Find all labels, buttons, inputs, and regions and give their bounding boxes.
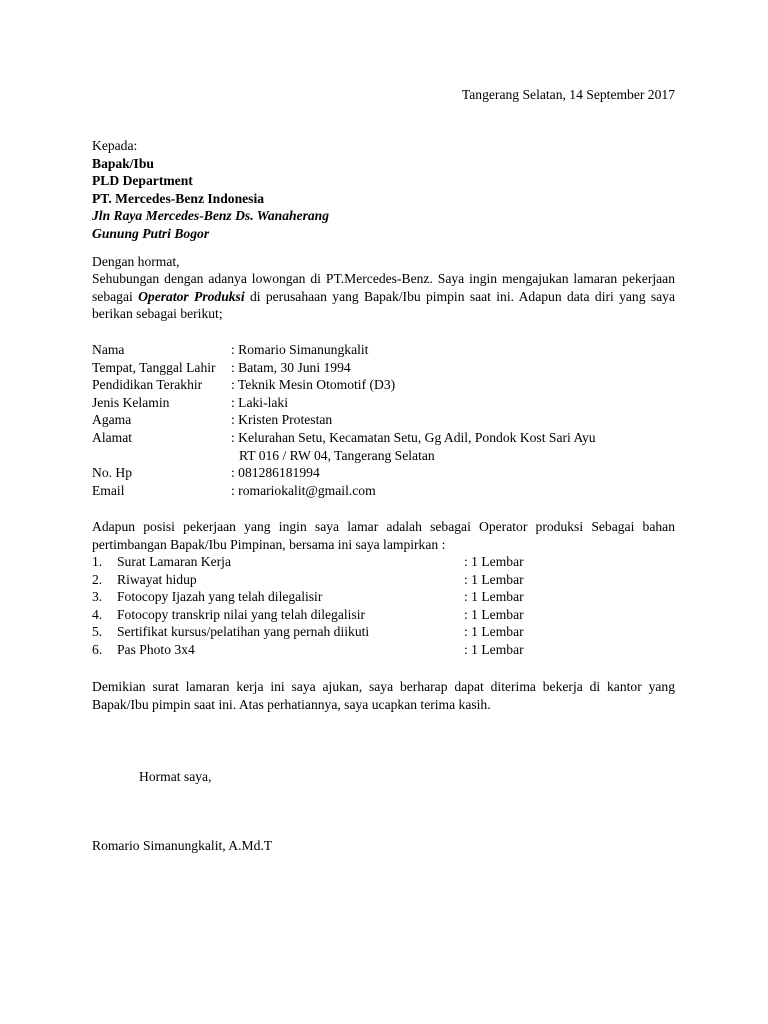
- attachment-list: [92, 553, 675, 659]
- data-label: Nama: [92, 342, 125, 357]
- recipient-department: PLD Department: [92, 173, 193, 189]
- data-label: Agama: [92, 412, 132, 428]
- item-number: 2.: [92, 571, 103, 587]
- item-name: Fotocopy Ijazah yang telah dilegalisir: [117, 589, 323, 605]
- attachment-paragraph: Adapun posisi pekerjaan yang ingin saya lamar adalah sebagai Operator produksi Sebagai bahan pertimbangan Bapak/Ibu Pimpinan, bersama ini saya lampirkan :: [92, 519, 675, 552]
- data-row-birth: [92, 359, 596, 377]
- item-name: Riwayat hidup: [117, 571, 197, 587]
- intro-paragraph: [92, 270, 675, 323]
- item-name: Pas Photo 3x4: [117, 641, 195, 657]
- list-item: [92, 553, 675, 571]
- data-row-address: [92, 429, 596, 447]
- intro-text-after: di perusahaan yang Bapak/Ibu pimpin saat ini. Adapun data diri yang saya berikan sebagai berikut;: [92, 288, 676, 322]
- data-value: : Laki-laki: [231, 394, 288, 410]
- item-quantity: : 1 Lembar: [464, 571, 524, 587]
- data-row-religion: [92, 411, 596, 429]
- intro-text-before: Sehubungan dengan adanya lowongan di PT.Mercedes-Benz. Saya ingin mengajukan lamaran pekerjaan sebagai: [92, 271, 675, 304]
- data-label: Alamat: [92, 429, 133, 445]
- recipient-address-line2: Gunung Putri Bogor: [92, 225, 210, 241]
- recipient-company: PT. Mercedes-Benz Indonesia: [92, 190, 265, 206]
- data-value: : Teknik Mesin Otomotif (D3): [231, 377, 396, 393]
- closing-salutation: Hormat saya,: [139, 769, 212, 784]
- data-value: : Kristen Protestan: [231, 412, 333, 428]
- item-number: 3.: [92, 589, 103, 605]
- data-label: Tempat, Tanggal Lahir: [92, 359, 216, 375]
- list-item: [92, 641, 675, 659]
- greeting: Dengan hormat,: [92, 254, 180, 269]
- data-value: : Kelurahan Setu, Kecamatan Setu, Gg Adil, Pondok Kost Sari Ayu: [231, 429, 596, 445]
- data-value: : romariokalit@gmail.com: [231, 482, 376, 498]
- list-item: [92, 623, 675, 641]
- data-value: : Romario Simanungkalit: [231, 342, 369, 357]
- data-value: : 081286181994: [231, 465, 320, 481]
- item-name: Sertifikat kursus/pelatihan yang pernah diikuti: [117, 624, 370, 640]
- recipient-address-line1: Jln Raya Mercedes-Benz Ds. Wanaherang: [92, 208, 330, 224]
- data-label: Jenis Kelamin: [92, 394, 170, 410]
- recipient-name: Bapak/Ibu: [92, 155, 154, 171]
- item-number: 5.: [92, 624, 103, 640]
- recipient-intro: Kepada:: [92, 138, 138, 153]
- item-quantity: : 1 Lembar: [464, 606, 524, 622]
- list-item: [92, 606, 675, 624]
- data-label: No. Hp: [92, 465, 133, 481]
- list-item: [92, 588, 675, 606]
- item-name: Fotocopy transkrip nilai yang telah dilegalisir: [117, 606, 366, 622]
- data-label: Email: [92, 482, 125, 498]
- data-row-education: [92, 376, 596, 394]
- item-quantity: : 1 Lembar: [464, 624, 524, 640]
- data-label: Pendidikan Terakhir: [92, 377, 203, 393]
- address-line2: RT 016 / RW 04, Tangerang Selatan: [239, 447, 435, 463]
- list-item: [92, 571, 675, 589]
- item-number: 6.: [92, 641, 103, 657]
- data-row-name: [92, 341, 596, 359]
- data-value: : Batam, 30 Juni 1994: [231, 359, 351, 375]
- letter-date: Tangerang Selatan, 14 September 2017: [461, 87, 675, 102]
- item-quantity: : 1 Lembar: [464, 589, 524, 605]
- item-number: 4.: [92, 606, 103, 622]
- personal-data: [92, 341, 596, 499]
- item-number: 1.: [92, 554, 103, 569]
- recipient-block: [92, 137, 329, 243]
- item-quantity: : 1 Lembar: [464, 641, 524, 657]
- item-name: Surat Lamaran Kerja: [117, 554, 231, 569]
- item-quantity: : 1 Lembar: [464, 554, 524, 569]
- data-row-email: [92, 482, 596, 500]
- applied-position: Operator Produksi: [138, 288, 245, 304]
- signature-name: Romario Simanungkalit, A.Md.T: [92, 838, 273, 853]
- data-row-phone: [92, 464, 596, 482]
- data-row-gender: [92, 394, 596, 412]
- closing-paragraph: Demikian surat lamaran kerja ini saya ajukan, saya berharap dapat diterima bekerja di kantor yang Bapak/Ibu pimpin saat ini. Atas perhatiannya, saya ucapkan terima kasih.: [92, 679, 675, 712]
